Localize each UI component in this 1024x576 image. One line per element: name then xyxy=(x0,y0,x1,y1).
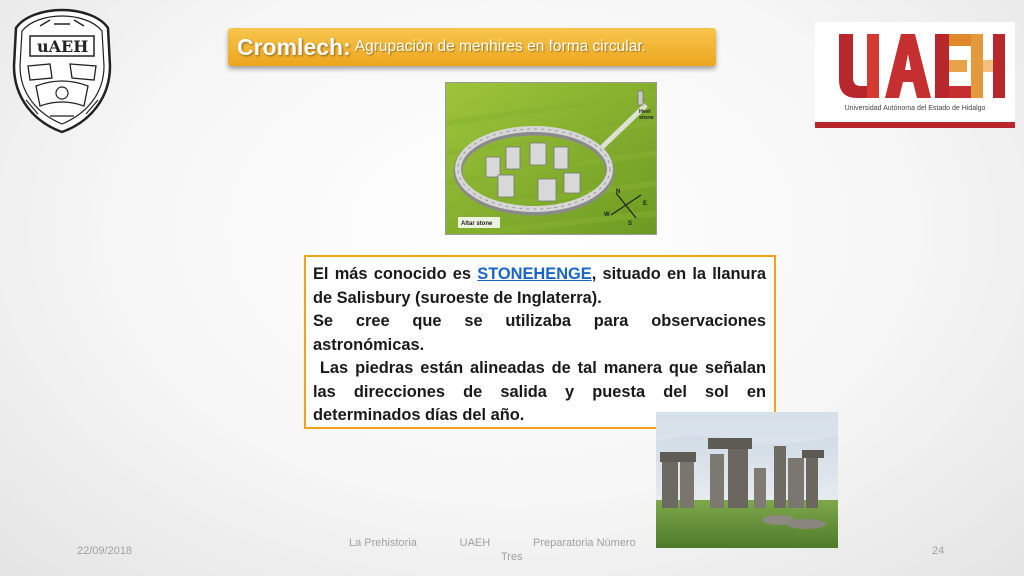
paragraph-2: Se cree que se utilizaba para observaciones astronómicas. xyxy=(313,312,766,354)
footer-center-text xyxy=(349,536,679,564)
slide-title-bar xyxy=(228,28,716,66)
stonehenge-photo xyxy=(656,412,838,548)
footer-date: 22/09/2018 xyxy=(77,545,133,557)
logo-subtitle: Universidad Autónoma del Estado de Hidalgo xyxy=(844,105,986,112)
p1-end: , situado en la llanura de Salisbury (suroeste de Inglaterra). xyxy=(313,265,766,307)
diagram-label-heel-stone: stone xyxy=(639,115,654,121)
paragraph-3: Las piedras están alineadas de tal manera que señalan las direcciones de salida y puesta del sol en determinados días del año. xyxy=(313,359,771,424)
compass-e: E xyxy=(643,201,648,207)
footer-center-line-2: Tres xyxy=(501,551,523,563)
p1-start: El más conocido es xyxy=(313,265,478,283)
title-term: Cromlech: xyxy=(237,33,351,60)
stonehenge-link[interactable]: STONEHENGE xyxy=(477,265,592,283)
paragraph-1 xyxy=(313,263,766,310)
uaeh-seal-logo xyxy=(10,6,114,134)
compass-n: N xyxy=(616,189,621,195)
diagram-label-heel: Heel xyxy=(639,109,651,115)
footer-page-number: 24 xyxy=(932,545,945,557)
footer-center-line-1: La Prehistoria UAEH Preparatoria Número xyxy=(349,537,636,549)
stonehenge-diagram xyxy=(445,82,657,235)
diagram-label-altar: Altar stone xyxy=(461,221,493,227)
svg-text:uAEH: uAEH xyxy=(37,37,89,56)
title-definition: Agrupación de menhires en forma circular. xyxy=(354,38,646,55)
uaeh-university-logo xyxy=(815,22,1015,130)
compass-w: W xyxy=(604,212,610,218)
description-textbox xyxy=(304,255,776,429)
compass-s: S xyxy=(628,221,633,227)
